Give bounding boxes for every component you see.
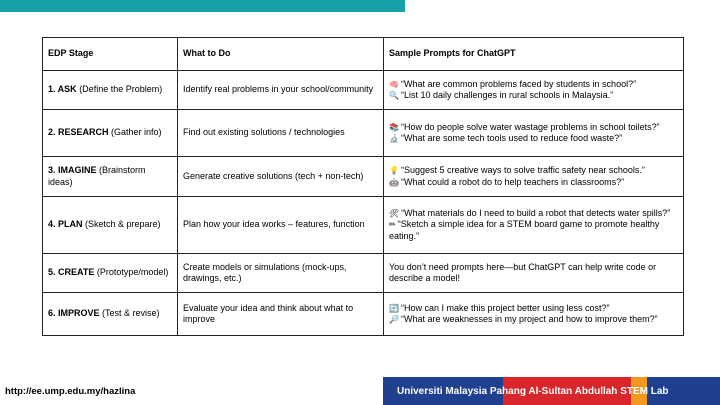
prompt-text: “What are some tech tools used to reduce food waste?” (400, 133, 623, 143)
table-row (43, 157, 684, 197)
stage-detail: (Gather info) (108, 127, 162, 138)
university-banner (383, 377, 720, 405)
stage-cell (43, 157, 178, 197)
todo-cell: Create models or simulations (mock-ups, drawings, etc.) (178, 254, 384, 293)
stage-name: 4. PLAN (48, 219, 83, 230)
stage-name: 1. ASK (48, 84, 77, 95)
edp-table (42, 37, 684, 336)
stage-name: 6. IMPROVE (48, 308, 100, 319)
stage-cell (43, 197, 178, 254)
prompts-cell (384, 293, 684, 336)
prompt-text: “How do people solve water wastage problems in school toilets?” (400, 121, 660, 132)
prompt-text: “Sketch a simple idea for a STEM board game to promote healthy eating.” (389, 219, 660, 241)
table-row (43, 197, 684, 254)
robot-icon: 🤖 (389, 177, 399, 187)
magnifier-icon: 🔎 (389, 315, 399, 324)
todo-cell: Generate creative solutions (tech + non-tech) (178, 157, 384, 197)
table-header-row (43, 38, 684, 71)
pencil-icon: ✏ (389, 220, 396, 230)
stage-cell (43, 254, 178, 293)
repeat-icon: 🔄 (389, 303, 399, 313)
table-row (43, 110, 684, 157)
stage-name: 2. RESEARCH (48, 127, 109, 138)
stage-cell (43, 293, 178, 336)
stage-name: 3. IMAGINE (48, 165, 97, 175)
table-row (43, 254, 684, 293)
prompt-text: You don’t need prompts here—but ChatGPT can help write code or describe a model! (389, 261, 657, 283)
header-sample-prompts: Sample Prompts for ChatGPT (384, 38, 684, 71)
top-accent-bar (0, 0, 405, 12)
prompt-line (389, 122, 660, 132)
banner-text: Universiti Malaysia Pahang Al-Sultan Abdullah STEM Lab (397, 386, 669, 397)
prompt-text: “Suggest 5 creative ways to solve traffic safety near schools.” (400, 165, 645, 175)
todo-cell: Plan how your idea works – features, function (178, 197, 384, 254)
stage-name: 5. CREATE (48, 267, 95, 278)
stage-detail: (Prototype/model) (94, 267, 169, 278)
prompt-line (389, 303, 610, 313)
header-edp-stage: EDP Stage (43, 38, 178, 71)
stage-detail: (Brainstorm ideas) (48, 165, 146, 187)
prompt-line (389, 165, 645, 175)
stage-detail: (Sketch & prepare) (82, 219, 161, 230)
footer-url: http://ee.ump.edu.my/hazlina (5, 386, 136, 397)
prompt-line (389, 177, 624, 187)
prompts-cell (384, 254, 684, 293)
prompt-line (389, 208, 670, 218)
prompt-text: “What are common problems faced by students in school?” (400, 78, 637, 89)
prompts-cell (384, 197, 684, 254)
header-what-to-do: What to Do (178, 38, 384, 71)
magnifier-icon: 🔍 (389, 91, 399, 100)
stage-cell (43, 110, 178, 157)
books-icon: 📚 (389, 122, 399, 132)
prompt-text: “What are weaknesses in my project and how to improve them?” (400, 314, 658, 324)
stage-detail: (Test & revise) (99, 308, 160, 319)
prompt-text: “How can I make this project better using less cost?” (400, 302, 610, 313)
prompt-line (389, 314, 658, 324)
prompts-cell (384, 71, 684, 110)
stage-detail: (Define the Problem) (76, 84, 163, 95)
prompt-line (389, 133, 622, 143)
prompt-line (389, 219, 659, 241)
todo-cell: Find out existing solutions / technologies (178, 110, 384, 157)
prompts-cell (384, 110, 684, 157)
stage-cell (43, 71, 178, 110)
lightbulb-icon: 💡 (389, 166, 399, 175)
prompt-text: “List 10 daily challenges in rural schools in Malaysia.” (400, 90, 614, 100)
todo-cell: Evaluate your idea and think about what to improve (178, 293, 384, 336)
microscope-icon: 🔬 (389, 134, 399, 143)
prompt-line (389, 90, 613, 100)
prompts-cell (384, 157, 684, 197)
table-row (43, 71, 684, 110)
table-row (43, 293, 684, 336)
prompt-line (389, 262, 656, 284)
prompt-line (389, 79, 636, 89)
prompt-text: “What could a robot do to help teachers in classrooms?” (400, 176, 625, 187)
todo-cell: Identify real problems in your school/community (178, 71, 384, 110)
tools-icon: 🛠 (389, 208, 400, 218)
prompt-text: “What materials do I need to build a robot that detects water spills?” (401, 207, 671, 218)
brain-icon: 🧠 (389, 79, 399, 89)
